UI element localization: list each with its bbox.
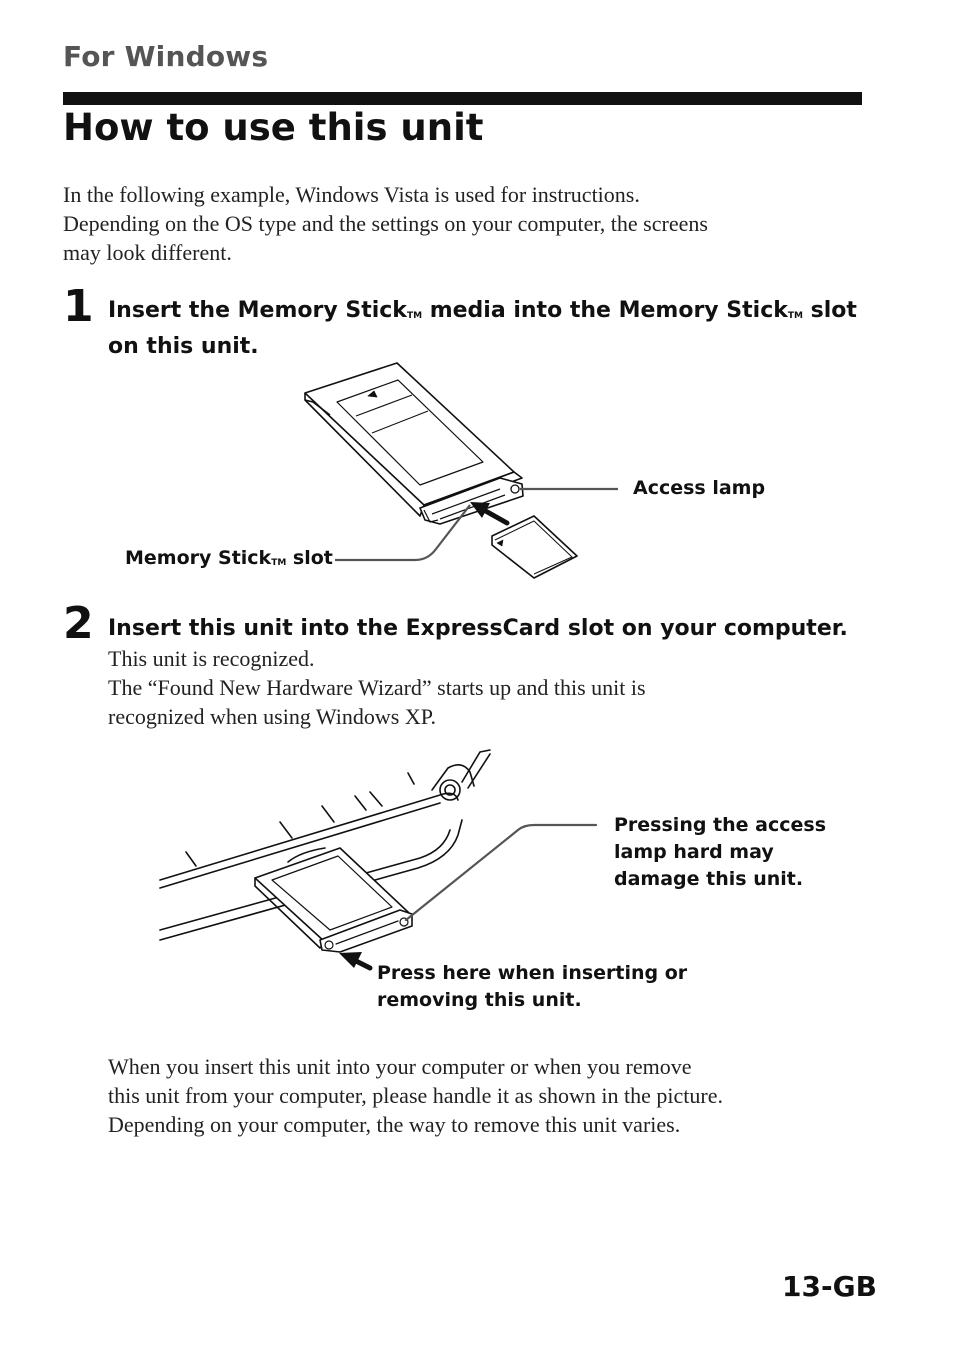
section-label: For Windows <box>63 40 269 73</box>
handling-note <box>108 1052 868 1139</box>
step-1-number: 1 <box>63 281 94 332</box>
slot-label-text: slot <box>286 547 333 569</box>
warning-line: lamp hard may <box>614 841 774 863</box>
trademark-mark: TM <box>787 311 803 321</box>
access-lamp-label: Access lamp <box>633 477 766 499</box>
trademark-mark: TM <box>406 311 423 321</box>
intro-line: In the following example, Windows Vista is used for instructions. <box>63 182 640 207</box>
step-1-heading-line2: on this unit. <box>108 334 259 359</box>
note-line: Depending on your computer, the way to remove this unit varies. <box>108 1112 681 1137</box>
step-2-body-line: This unit is recognized. <box>108 646 315 671</box>
note-line: When you insert this unit into your computer or when you remove <box>108 1054 692 1079</box>
warning-line: damage this unit. <box>614 868 804 890</box>
step-2-heading: Insert this unit into the ExpressCard slot on your computer. <box>108 616 848 641</box>
intro-line: may look different. <box>63 240 232 265</box>
press-line: removing this unit. <box>377 989 582 1011</box>
step-2-body-line: recognized when using Windows XP. <box>108 704 437 729</box>
press-line: Press here when inserting or <box>377 962 688 984</box>
page-number: 13-GB <box>782 1270 877 1303</box>
heading-text: Insert the Memory Stick <box>108 298 407 323</box>
press-here-label <box>377 960 687 1014</box>
trademark-mark: TM <box>271 558 287 568</box>
access-lamp-warning <box>614 812 826 893</box>
heading-text: media into the Memory Stick <box>422 298 788 323</box>
page-title: How to use this unit <box>63 106 484 149</box>
warning-line: Pressing the access <box>614 814 827 836</box>
note-line: this unit from your computer, please handle it as shown in the picture. <box>108 1083 723 1108</box>
step-2-number: 2 <box>63 598 94 649</box>
slot-label-text: Memory Stick <box>125 547 272 569</box>
intro-line: Depending on the OS type and the settings on your computer, the screens <box>63 211 708 236</box>
heading-text: slot <box>802 298 857 323</box>
step-2-body-line: The “Found New Hardware Wizard” starts up and this unit is <box>108 675 646 700</box>
